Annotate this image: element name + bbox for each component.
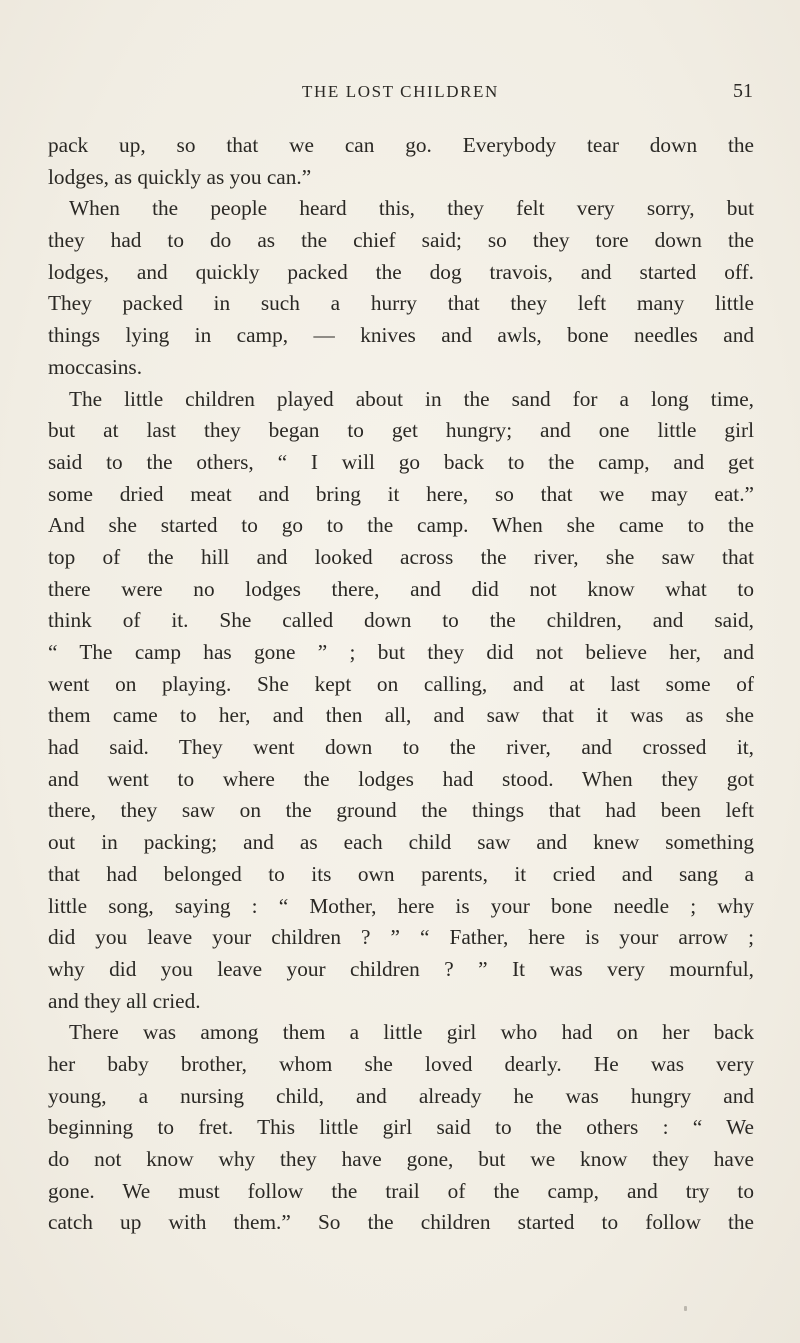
text-line: There was among them a little girl who had on her back	[69, 1020, 754, 1045]
text-line: them came to her, and then all, and saw that it was as she	[48, 703, 754, 728]
body-text	[48, 130, 754, 1239]
text-line: and went to where the lodges had stood. When they got	[48, 766, 754, 791]
text-line: The little children played about in the sand for a long time,	[69, 386, 754, 411]
text-line: why did you leave your children ? ” It was very mournful,	[48, 956, 754, 981]
text-line: there, they saw on the ground the things that had been left	[48, 798, 754, 823]
text-line: her baby brother, whom she loved dearly. He was very	[48, 1051, 754, 1076]
text-line: And she started to go to the camp. When she came to the	[48, 513, 754, 538]
paper-speck	[684, 1306, 687, 1311]
text-line: pack up, so that we can go. Everybody tear down the	[48, 133, 754, 157]
text-line: but at last they began to get hungry; and one little girl	[48, 418, 754, 443]
text-line: moccasins.	[48, 354, 143, 379]
text-line: there were no lodges there, and did not know what to	[48, 576, 754, 601]
text-line: lodges, as quickly as you can.”	[48, 164, 312, 189]
text-line: things lying in camp, — knives and awls, bone needles and	[48, 323, 754, 348]
text-line: that had belonged to its own parents, it cried and sang a	[48, 861, 754, 886]
running-head	[48, 82, 753, 112]
text-line: said to the others, “ I will go back to the camp, and get	[48, 449, 754, 474]
text-line: top of the hill and looked across the river, she saw that	[48, 544, 754, 569]
text-line: did you leave your children ? ” “ Father, here is your arrow ;	[48, 925, 754, 950]
running-title: THE LOST CHILDREN	[302, 82, 499, 101]
text-line: When the people heard this, they felt very sorry, but	[69, 196, 754, 221]
text-line: out in packing; and as each child saw and knew something	[48, 830, 754, 855]
text-line: some dried meat and bring it here, so that we may eat.”	[48, 481, 754, 506]
text-line: went on playing. She kept on calling, and at last some of	[48, 671, 754, 696]
text-line: think of it. She called down to the children, and said,	[48, 608, 754, 633]
text-line: and they all cried.	[48, 988, 201, 1013]
text-line: “ The camp has gone ” ; but they did not believe her, and	[48, 640, 754, 664]
page-number: 51	[733, 80, 753, 102]
text-line: They packed in such a hurry that they left many little	[48, 291, 754, 316]
text-line: little song, saying : “ Mother, here is your bone needle ; why	[48, 893, 754, 918]
text-line: young, a nursing child, and already he was hungry and	[48, 1083, 754, 1108]
text-line: gone. We must follow the trail of the camp, and try to	[48, 1178, 754, 1203]
text-line: catch up with them.” So the children started to follow the	[48, 1210, 754, 1235]
text-line: had said. They went down to the river, and crossed it,	[48, 735, 754, 760]
text-line: they had to do as the chief said; so they tore down the	[48, 228, 754, 253]
text-line: lodges, and quickly packed the dog travois, and started off.	[48, 259, 754, 284]
text-line: beginning to fret. This little girl said to the others : “ We	[48, 1115, 754, 1140]
text-line: do not know why they have gone, but we know they have	[48, 1147, 754, 1171]
